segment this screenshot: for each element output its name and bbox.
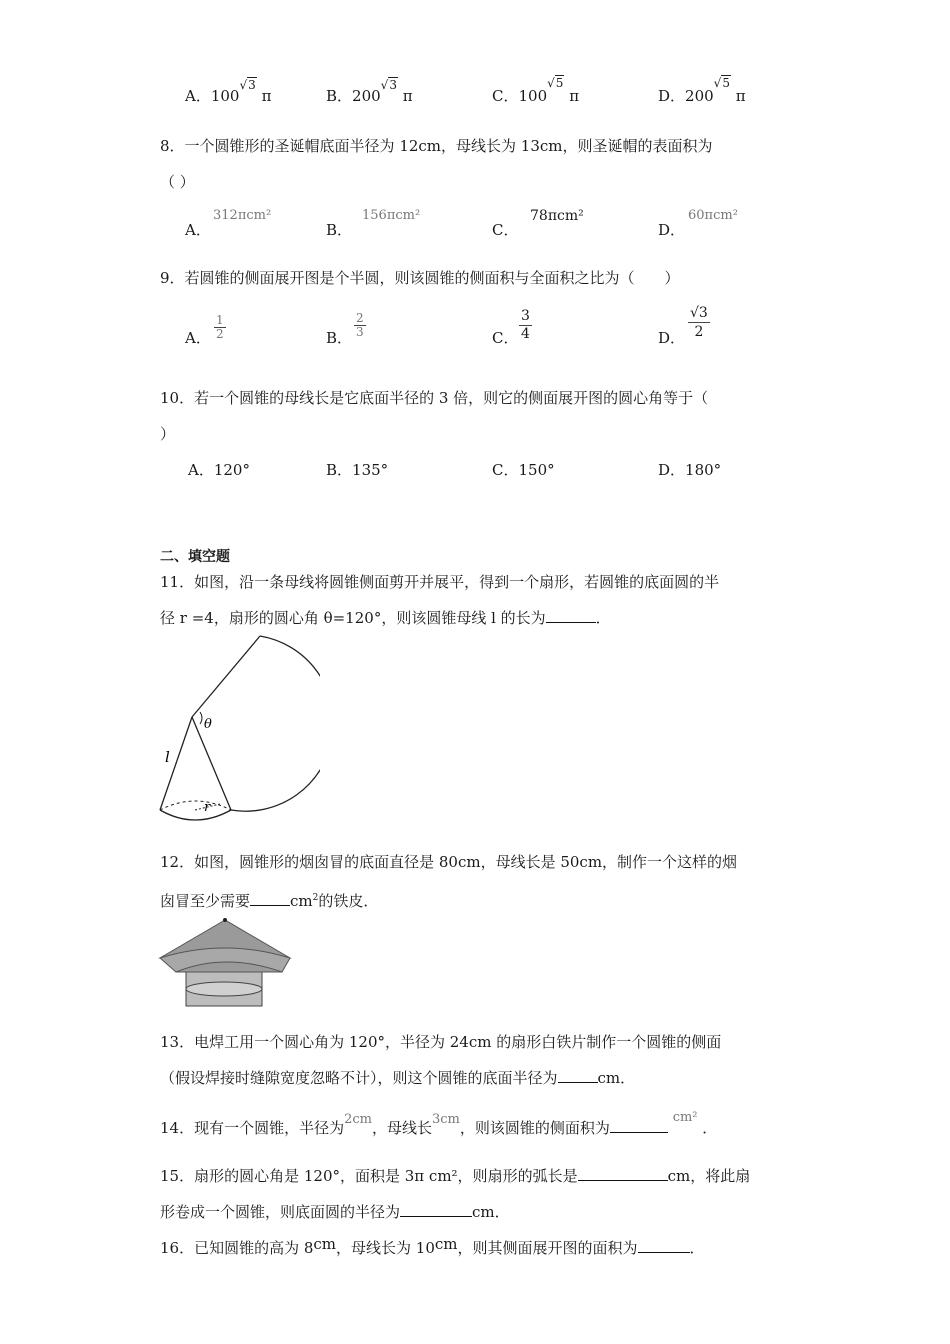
q10-option-c: C．150° xyxy=(492,461,555,479)
q9-option-a-label: A． xyxy=(185,329,211,347)
q7-option-a: A．100√3 π xyxy=(185,78,272,105)
q13-line1: 13．电焊工用一个圆心角为 120°，半径为 24cm 的扇形白铁片制作一个圆锥的侧面 xyxy=(160,1033,722,1051)
q9-option-c-label: C． xyxy=(492,329,519,347)
q15-line2: 形卷成一个圆锥，则底面圆的半径为 cm． xyxy=(160,1203,510,1221)
q9-stem: 9．若圆锥的侧面展开图是个半圆，则该圆锥的侧面积与全面积之比为（ ） xyxy=(160,269,680,287)
q7-option-c: C．100√5 π xyxy=(492,76,580,105)
q8-option-b-label: B． xyxy=(326,221,353,239)
q8-option-b-value: 156πcm² xyxy=(362,208,421,223)
q10-stem: 10．若一个圆锥的母线长是它底面半径的 3 倍，则它的侧面展开图的圆心角等于（ xyxy=(160,389,709,407)
chimney-cap-figure xyxy=(158,916,292,1008)
q8-stem-paren: （ ） xyxy=(160,173,195,191)
figure-label-l: l xyxy=(165,748,170,766)
figure-label-r: r xyxy=(204,800,211,815)
q8-option-c-value: 78πcm² xyxy=(530,208,584,224)
q10-option-d: D．180° xyxy=(658,461,722,479)
q9-option-b-label: B． xyxy=(326,329,353,347)
q14-text: 14．现有一个圆锥，半径为2cm，母线长3cm，则该圆锥的侧面积为 cm² ． xyxy=(160,1110,718,1137)
q8-option-d-value: 60πcm² xyxy=(688,208,738,223)
q16-text: 16．已知圆锥的高为 8cm，母线长为 10cm，则其侧面展开图的面积为 ． xyxy=(160,1235,705,1257)
q13-line2: （假设焊接时缝隙宽度忽略不计），则这个圆锥的底面半径为 cm． xyxy=(160,1069,636,1087)
q9-option-d-fraction: $\frac{√3}{2}$ xyxy=(690,305,708,340)
q11-line2: 径 r =4，扇形的圆心角 θ=120°，则该圆锥母线 l 的长为 ． xyxy=(160,609,611,627)
figure-label-theta: θ xyxy=(204,717,212,732)
q15-line1: 15．扇形的圆心角是 120°，面积是 3π cm²，则扇形的弧长是 cm，将此扇 xyxy=(160,1167,751,1185)
q9-option-c-fraction: $\frac{3}{4}$ xyxy=(521,308,530,342)
q8-option-a-value: 312πcm² xyxy=(213,208,272,223)
q8-option-d-label: D． xyxy=(658,221,686,239)
q9-option-a-fraction: $\frac{1}{2}$ xyxy=(216,313,224,341)
q12-line2: 囱冒至少需要 $cm^2$的铁皮． xyxy=(160,892,379,910)
cone-sector-figure xyxy=(150,632,320,832)
q8-stem: 8．一个圆锥形的圣诞帽底面半径为 12cm，母线长为 13cm，则圣诞帽的表面积为 xyxy=(160,137,713,155)
q8-option-a-label: A． xyxy=(185,221,211,239)
q10-option-b: B．135° xyxy=(326,461,389,479)
q9-option-d-label: D． xyxy=(658,329,686,347)
q11-line1: 11．如图，沿一条母线将圆锥侧面剪开并展平，得到一个扇形，若圆锥的底面圆的半 xyxy=(160,573,720,591)
q7-option-d: D．200√5 π xyxy=(658,76,746,105)
q8-option-c-label: C． xyxy=(492,221,519,239)
q12-line1: 12．如图，圆锥形的烟囱冒的底面直径是 80cm，母线长是 50cm，制作一个这样的烟 xyxy=(160,853,738,871)
section-title: 二、填空题 xyxy=(160,549,230,565)
q9-option-b-fraction: $\frac{2}{3}$ xyxy=(356,311,364,339)
q10-option-a: A．120° xyxy=(188,461,250,479)
q10-stem-paren: ） xyxy=(160,425,176,443)
q7-option-b: B．200√3 π xyxy=(326,78,413,105)
